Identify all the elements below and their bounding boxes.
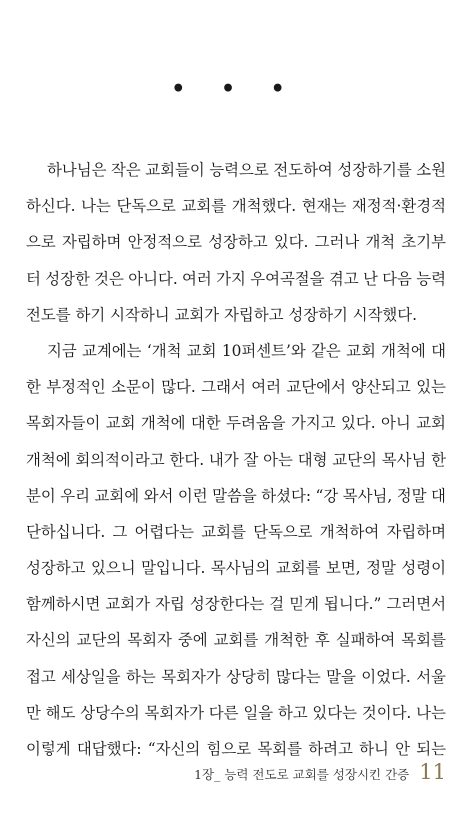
text-line: 전도를 하기 시작하니 교회가 자립하고 성장하기 시작했다.	[26, 305, 418, 324]
text-line	[26, 188, 446, 224]
word: 자립하며	[61, 233, 122, 252]
word: 말씀을	[212, 486, 257, 505]
text-line	[26, 405, 446, 441]
word: 중에	[177, 631, 208, 650]
word: 우여곡절을	[250, 269, 325, 288]
word: 단독으로	[116, 197, 176, 216]
word: 하신다.	[26, 197, 76, 216]
text-line	[26, 695, 446, 731]
word: 일을	[243, 703, 274, 722]
text-line	[26, 659, 446, 695]
word: 재정적·환경적	[351, 197, 446, 216]
word: 됩니다.”	[324, 595, 382, 614]
word: 상당히	[226, 667, 271, 686]
word: 아니	[381, 414, 411, 433]
word: 겪고	[328, 269, 359, 288]
word: 하나님은	[47, 161, 107, 179]
word: 소원	[416, 161, 446, 179]
word: 하니	[359, 740, 389, 758]
body-text	[26, 152, 446, 767]
word: 교회	[105, 414, 136, 433]
word: 자립하며	[386, 522, 446, 541]
word: 초기부	[401, 233, 446, 252]
text-line	[26, 586, 446, 622]
text-line	[26, 224, 446, 260]
text-line	[26, 442, 446, 478]
word: 정말	[396, 486, 427, 505]
word: 교회를	[213, 631, 259, 650]
word: 성령이	[401, 559, 446, 578]
word: 성장하고	[208, 233, 268, 252]
word: 세상일을	[61, 667, 121, 686]
text-line	[26, 152, 446, 188]
word: 접고	[26, 667, 56, 686]
word: 자신의	[26, 631, 71, 650]
text-line	[26, 514, 446, 550]
word: 안정적으로	[127, 233, 202, 252]
word: 소문이	[111, 378, 156, 397]
word: 능력으로	[209, 161, 269, 179]
word: 교회	[346, 341, 376, 360]
word: ‘개척	[146, 341, 182, 360]
text-line	[26, 478, 446, 514]
word: 목사님의	[210, 559, 271, 578]
word: 잘	[243, 450, 259, 469]
word: 아는	[263, 450, 293, 469]
word: 만	[26, 703, 41, 722]
word: 안	[395, 740, 410, 758]
word: 분이	[26, 486, 56, 505]
word: 있는	[416, 378, 446, 397]
word: 후	[314, 631, 330, 650]
word: 있다.	[340, 414, 376, 433]
word: 지금	[47, 341, 77, 360]
word: 그러나	[314, 233, 360, 252]
word: 하고	[277, 703, 308, 722]
word: 목회자가	[161, 667, 221, 686]
word: 대형	[297, 450, 328, 469]
word: “자신의	[147, 740, 201, 758]
word: 난	[362, 269, 378, 288]
text-line	[26, 550, 446, 586]
text-line	[26, 261, 446, 297]
word: 하는	[126, 667, 156, 686]
word: 으로	[26, 233, 56, 252]
word: 교단의	[332, 450, 377, 469]
word: 교회	[186, 341, 217, 360]
word: 것이다.	[361, 703, 412, 722]
word: 가지	[216, 269, 246, 288]
word: 다른	[208, 703, 239, 722]
word: 상당수의	[80, 703, 140, 722]
word: 자립	[155, 595, 185, 614]
word: 가지고	[290, 414, 336, 433]
word: 개척했다.	[231, 197, 297, 216]
word: 단독으로	[253, 522, 313, 541]
word: 목회자	[127, 631, 172, 650]
word: 함께하시면	[26, 595, 101, 614]
word: 두려움을	[226, 414, 286, 433]
word: 성장한	[45, 269, 90, 288]
word: 나는	[416, 703, 446, 722]
word: 목사님	[381, 450, 427, 469]
word: 교회를	[181, 197, 227, 216]
word: 대한	[190, 414, 221, 433]
page-footer	[194, 760, 446, 784]
word: 많다는	[276, 667, 321, 686]
word: 목회자가	[144, 703, 204, 722]
word: 개척	[365, 233, 396, 252]
word: 개척한	[264, 631, 309, 650]
word: 현재는	[301, 197, 347, 216]
word: 서울	[416, 667, 446, 686]
word: 교회가	[105, 595, 151, 614]
word: 교단에서	[286, 378, 346, 397]
word: 걸	[269, 595, 285, 614]
word: 하려고	[308, 740, 353, 758]
word: 우리	[60, 486, 90, 505]
word: 아니다.	[128, 269, 178, 288]
word: 교계에는	[82, 341, 142, 360]
word: 개척하여	[319, 522, 380, 541]
word: 성장하고	[26, 559, 86, 578]
word: 교회들이	[145, 161, 205, 179]
word: 것은	[94, 269, 124, 288]
word: 능력	[416, 269, 446, 288]
text-line	[26, 622, 446, 658]
word: 와서	[143, 486, 174, 505]
word: 믿게	[289, 595, 319, 614]
word: 어렵다는	[134, 522, 195, 541]
word: 개척에	[381, 341, 426, 360]
word: 다음	[382, 269, 412, 288]
word: 이렇게	[26, 740, 71, 758]
chapter-title: 1장_ 능력 전도로 교회를 성장시킨 간증	[194, 767, 410, 782]
word: 말을	[326, 667, 356, 686]
word: 있다는	[312, 703, 358, 722]
word: 성장하기를	[337, 161, 412, 179]
word: 실패하여	[335, 631, 396, 650]
word: 해도	[45, 703, 76, 722]
word: 힘으로	[206, 740, 252, 758]
word: 내가	[208, 450, 239, 469]
word: “강	[315, 486, 339, 505]
word: 나는	[81, 197, 111, 216]
word: 작은	[111, 161, 141, 179]
word: 그러면서	[386, 595, 446, 614]
word: 회의적이라고	[75, 450, 165, 469]
word: 전도하여	[273, 161, 333, 179]
word: 대	[431, 341, 446, 360]
word: 말입니다.	[141, 559, 206, 578]
word: 같은	[311, 341, 341, 360]
word: 목회를	[257, 740, 302, 758]
section-separator: • • •	[171, 76, 299, 102]
word: 이었다.	[361, 667, 411, 686]
word: 목회자들이	[26, 414, 101, 433]
word: 교회를	[201, 522, 246, 541]
word: 여러	[251, 378, 281, 397]
word: 정말	[366, 559, 396, 578]
text-line	[26, 333, 446, 369]
word: 터	[26, 269, 41, 288]
word: 보면,	[325, 559, 361, 578]
text-line	[26, 369, 446, 405]
word: 개척에	[140, 414, 186, 433]
word: 개척에	[26, 450, 71, 469]
word: 교회를	[275, 559, 321, 578]
word: 이런	[177, 486, 208, 505]
word: 대	[431, 486, 446, 505]
word: 대답했다:	[76, 740, 142, 758]
word: 그래서	[201, 378, 246, 397]
word: 여러	[182, 269, 212, 288]
word: 한다.	[169, 450, 205, 469]
word: 하셨다:	[261, 486, 312, 505]
word: 많다.	[161, 378, 196, 397]
word: 한	[26, 378, 41, 397]
word: 교단의	[76, 631, 122, 650]
word: 교회	[416, 414, 446, 433]
word: 있다.	[273, 233, 309, 252]
word: 한	[431, 450, 446, 469]
page-number: 11	[419, 760, 446, 784]
word: 양산되고	[351, 378, 411, 397]
word: 교회에	[94, 486, 140, 505]
word: 있으니	[90, 559, 136, 578]
word: 단하십니다.	[26, 522, 106, 541]
word: 되는	[416, 740, 446, 758]
word: 부정적인	[46, 378, 106, 397]
word: 목사님,	[342, 486, 393, 505]
word: 그	[112, 522, 128, 541]
word: 성장한다는	[189, 595, 265, 614]
word: 10퍼센트’와	[221, 341, 306, 360]
word: 목회를	[401, 631, 446, 650]
